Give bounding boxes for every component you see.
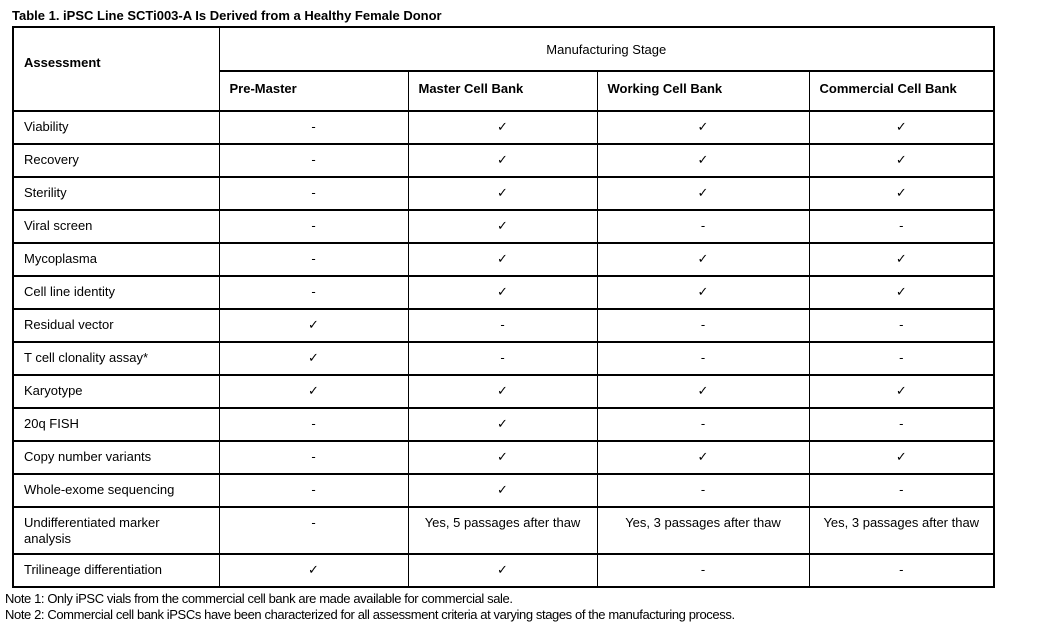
commercial-cell-bank-value-cell: ✓ (809, 243, 994, 276)
group-header-row (13, 27, 994, 71)
table-row (13, 375, 994, 408)
commercial-cell-bank-value-cell: - (809, 210, 994, 243)
footnote-1: Note 1: Only iPSC vials from the commercial cell bank are made available for commercial sale. (5, 591, 513, 606)
working-cell-bank-value-cell: - (597, 554, 809, 587)
column-header-master-cell-bank: Master Cell Bank (408, 71, 597, 111)
master-cell-bank-value-cell: Yes, 5 passages after thaw (408, 507, 597, 554)
pre-master-value-cell: - (219, 276, 408, 309)
working-cell-bank-value-cell: ✓ (597, 144, 809, 177)
table-header (13, 27, 994, 111)
pre-master-value-cell: ✓ (219, 554, 408, 587)
ipsc-assessment-table (12, 26, 995, 588)
commercial-cell-bank-value-cell: - (809, 408, 994, 441)
pre-master-value-cell: - (219, 408, 408, 441)
commercial-cell-bank-value-cell: ✓ (809, 177, 994, 210)
master-cell-bank-value-cell: ✓ (408, 474, 597, 507)
assessment-cell: Residual vector (13, 309, 219, 342)
master-cell-bank-value-cell: - (408, 342, 597, 375)
working-cell-bank-value-cell: ✓ (597, 375, 809, 408)
pre-master-value-cell: ✓ (219, 309, 408, 342)
table-title: Table 1. iPSC Line SCTi003-A Is Derived from a Healthy Female Donor (12, 8, 442, 23)
working-cell-bank-value-cell: ✓ (597, 111, 809, 144)
table-row (13, 177, 994, 210)
master-cell-bank-value-cell: ✓ (408, 554, 597, 587)
assessment-cell: Viral screen (13, 210, 219, 243)
assessment-cell: 20q FISH (13, 408, 219, 441)
table-row (13, 210, 994, 243)
table-row (13, 408, 994, 441)
assessment-cell: Viability (13, 111, 219, 144)
pre-master-value-cell: - (219, 144, 408, 177)
footnote-2: Note 2: Commercial cell bank iPSCs have been characterized for all assessment criteria at varying stages of the manufacturing process. (5, 607, 735, 622)
table-body (13, 111, 994, 587)
assessment-cell: Sterility (13, 177, 219, 210)
table-row (13, 441, 994, 474)
column-header-working-cell-bank: Working Cell Bank (597, 71, 809, 111)
assessment-cell: Whole-exome sequencing (13, 474, 219, 507)
master-cell-bank-value-cell: ✓ (408, 144, 597, 177)
table-row (13, 144, 994, 177)
pre-master-value-cell: - (219, 210, 408, 243)
assessment-cell: T cell clonality assay* (13, 342, 219, 375)
pre-master-value-cell: ✓ (219, 375, 408, 408)
table-row (13, 554, 994, 587)
column-header-commercial-cell-bank: Commercial Cell Bank (809, 71, 994, 111)
commercial-cell-bank-value-cell: ✓ (809, 111, 994, 144)
commercial-cell-bank-value-cell: ✓ (809, 144, 994, 177)
working-cell-bank-value-cell: - (597, 408, 809, 441)
table-row (13, 342, 994, 375)
assessment-cell: Cell line identity (13, 276, 219, 309)
master-cell-bank-value-cell: ✓ (408, 408, 597, 441)
working-cell-bank-value-cell: - (597, 210, 809, 243)
table-row (13, 111, 994, 144)
pre-master-value-cell: - (219, 441, 408, 474)
working-cell-bank-value-cell: ✓ (597, 441, 809, 474)
table-row (13, 243, 994, 276)
column-header-pre-master: Pre-Master (219, 71, 408, 111)
commercial-cell-bank-value-cell: - (809, 554, 994, 587)
table-row (13, 276, 994, 309)
pre-master-value-cell: - (219, 507, 408, 554)
pre-master-value-cell: - (219, 177, 408, 210)
commercial-cell-bank-value-cell: ✓ (809, 441, 994, 474)
table-row (13, 474, 994, 507)
working-cell-bank-value-cell: - (597, 474, 809, 507)
commercial-cell-bank-value-cell: - (809, 474, 994, 507)
assessment-column-header: Assessment (13, 27, 219, 111)
assessment-cell: Recovery (13, 144, 219, 177)
working-cell-bank-value-cell: ✓ (597, 243, 809, 276)
table-row (13, 507, 994, 554)
commercial-cell-bank-value-cell: Yes, 3 passages after thaw (809, 507, 994, 554)
working-cell-bank-value-cell: - (597, 309, 809, 342)
master-cell-bank-value-cell: ✓ (408, 375, 597, 408)
master-cell-bank-value-cell: ✓ (408, 243, 597, 276)
assessment-cell: Karyotype (13, 375, 219, 408)
commercial-cell-bank-value-cell: - (809, 309, 994, 342)
master-cell-bank-value-cell: ✓ (408, 441, 597, 474)
pre-master-value-cell: - (219, 111, 408, 144)
master-cell-bank-value-cell: - (408, 309, 597, 342)
pre-master-value-cell: - (219, 243, 408, 276)
master-cell-bank-value-cell: ✓ (408, 177, 597, 210)
assessment-cell: Mycoplasma (13, 243, 219, 276)
working-cell-bank-value-cell: - (597, 342, 809, 375)
master-cell-bank-value-cell: ✓ (408, 276, 597, 309)
pre-master-value-cell: ✓ (219, 342, 408, 375)
working-cell-bank-value-cell: Yes, 3 passages after thaw (597, 507, 809, 554)
table-row (13, 309, 994, 342)
assessment-cell: Trilineage differentiation (13, 554, 219, 587)
manufacturing-stage-group-header: Manufacturing Stage (219, 27, 994, 71)
commercial-cell-bank-value-cell: - (809, 342, 994, 375)
pre-master-value-cell: - (219, 474, 408, 507)
master-cell-bank-value-cell: ✓ (408, 210, 597, 243)
commercial-cell-bank-value-cell: ✓ (809, 276, 994, 309)
master-cell-bank-value-cell: ✓ (408, 111, 597, 144)
assessment-cell: Undifferentiated marker analysis (13, 507, 219, 554)
assessment-cell: Copy number variants (13, 441, 219, 474)
working-cell-bank-value-cell: ✓ (597, 276, 809, 309)
commercial-cell-bank-value-cell: ✓ (809, 375, 994, 408)
footnotes (5, 591, 1042, 623)
working-cell-bank-value-cell: ✓ (597, 177, 809, 210)
